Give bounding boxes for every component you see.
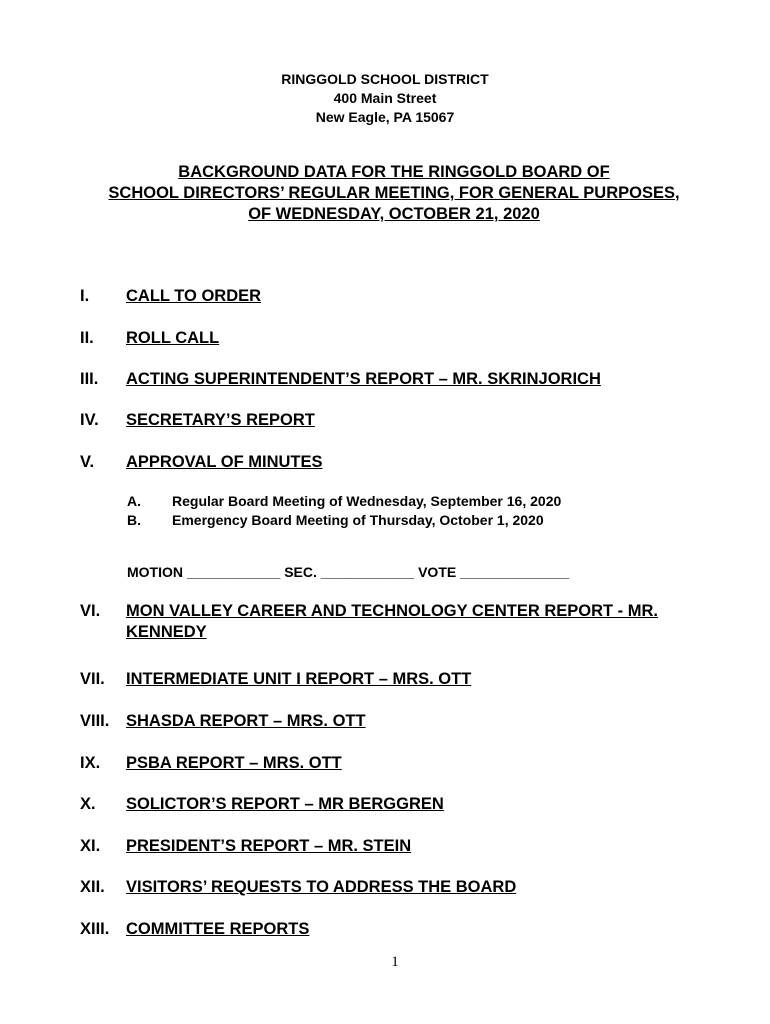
agenda-number: VIII. — [80, 712, 110, 730]
agenda-label: ACTING SUPERINTENDENT’S REPORT – MR. SKRINJORICH — [126, 370, 601, 388]
agenda-number: VI. — [80, 602, 101, 620]
agenda-label: CALL TO ORDER — [126, 287, 262, 305]
agenda-label: APPROVAL OF MINUTES — [126, 453, 323, 471]
agenda-number: I. — [80, 287, 90, 305]
agenda-number: V. — [80, 453, 95, 471]
agenda-label: PRESIDENT’S REPORT – MR. STEIN — [126, 837, 412, 855]
page-number: 1 — [391, 954, 399, 970]
agenda-number: XII. — [80, 878, 105, 896]
agenda-number: XI. — [80, 837, 101, 855]
agenda-label: VISITORS’ REQUESTS TO ADDRESS THE BOARD — [126, 878, 517, 896]
agenda-label: SECRETARY’S REPORT — [126, 411, 315, 429]
agenda-number: XIII. — [80, 920, 110, 938]
agenda-number: II. — [80, 329, 94, 347]
title-line-1: BACKGROUND DATA FOR THE RINGGOLD BOARD OF — [178, 163, 610, 181]
agenda-number: VII. — [80, 670, 105, 688]
agenda-number: IX. — [80, 754, 101, 772]
motion-line: MOTION ____________ SEC. ____________ VOTE ______________ — [127, 564, 570, 580]
agenda-label: INTERMEDIATE UNIT I REPORT – MRS. OTT — [126, 670, 472, 688]
agenda-number: IV. — [80, 411, 99, 429]
district-name: RINGGOLD SCHOOL DISTRICT — [281, 71, 489, 87]
agenda-label: SHASDA REPORT – MRS. OTT — [126, 712, 366, 730]
agenda-number: III. — [80, 370, 99, 388]
title-line-3: OF WEDNESDAY, OCTOBER 21, 2020 — [248, 205, 540, 223]
minutes-letter: A. — [127, 493, 141, 509]
agenda-label: SOLICTOR’S REPORT – MR BERGGREN — [126, 795, 444, 813]
title-line-2: SCHOOL DIRECTORS’ REGULAR MEETING, FOR GENERAL PURPOSES, — [108, 184, 680, 202]
agenda-number: X. — [80, 795, 96, 813]
minutes-text: Emergency Board Meeting of Thursday, October 1, 2020 — [172, 512, 544, 528]
agenda-label: ROLL CALL — [126, 329, 220, 347]
agenda-label: PSBA REPORT – MRS. OTT — [126, 754, 342, 772]
district-city: New Eagle, PA 15067 — [315, 109, 455, 125]
minutes-letter: B. — [127, 512, 141, 528]
district-street: 400 Main Street — [333, 90, 437, 106]
minutes-text: Regular Board Meeting of Wednesday, September 16, 2020 — [172, 493, 562, 509]
agenda-label: MON VALLEY CAREER AND TECHNOLOGY CENTER REPORT - MR. KENNEDY — [126, 602, 658, 641]
agenda-label: COMMITTEE REPORTS — [126, 920, 310, 938]
